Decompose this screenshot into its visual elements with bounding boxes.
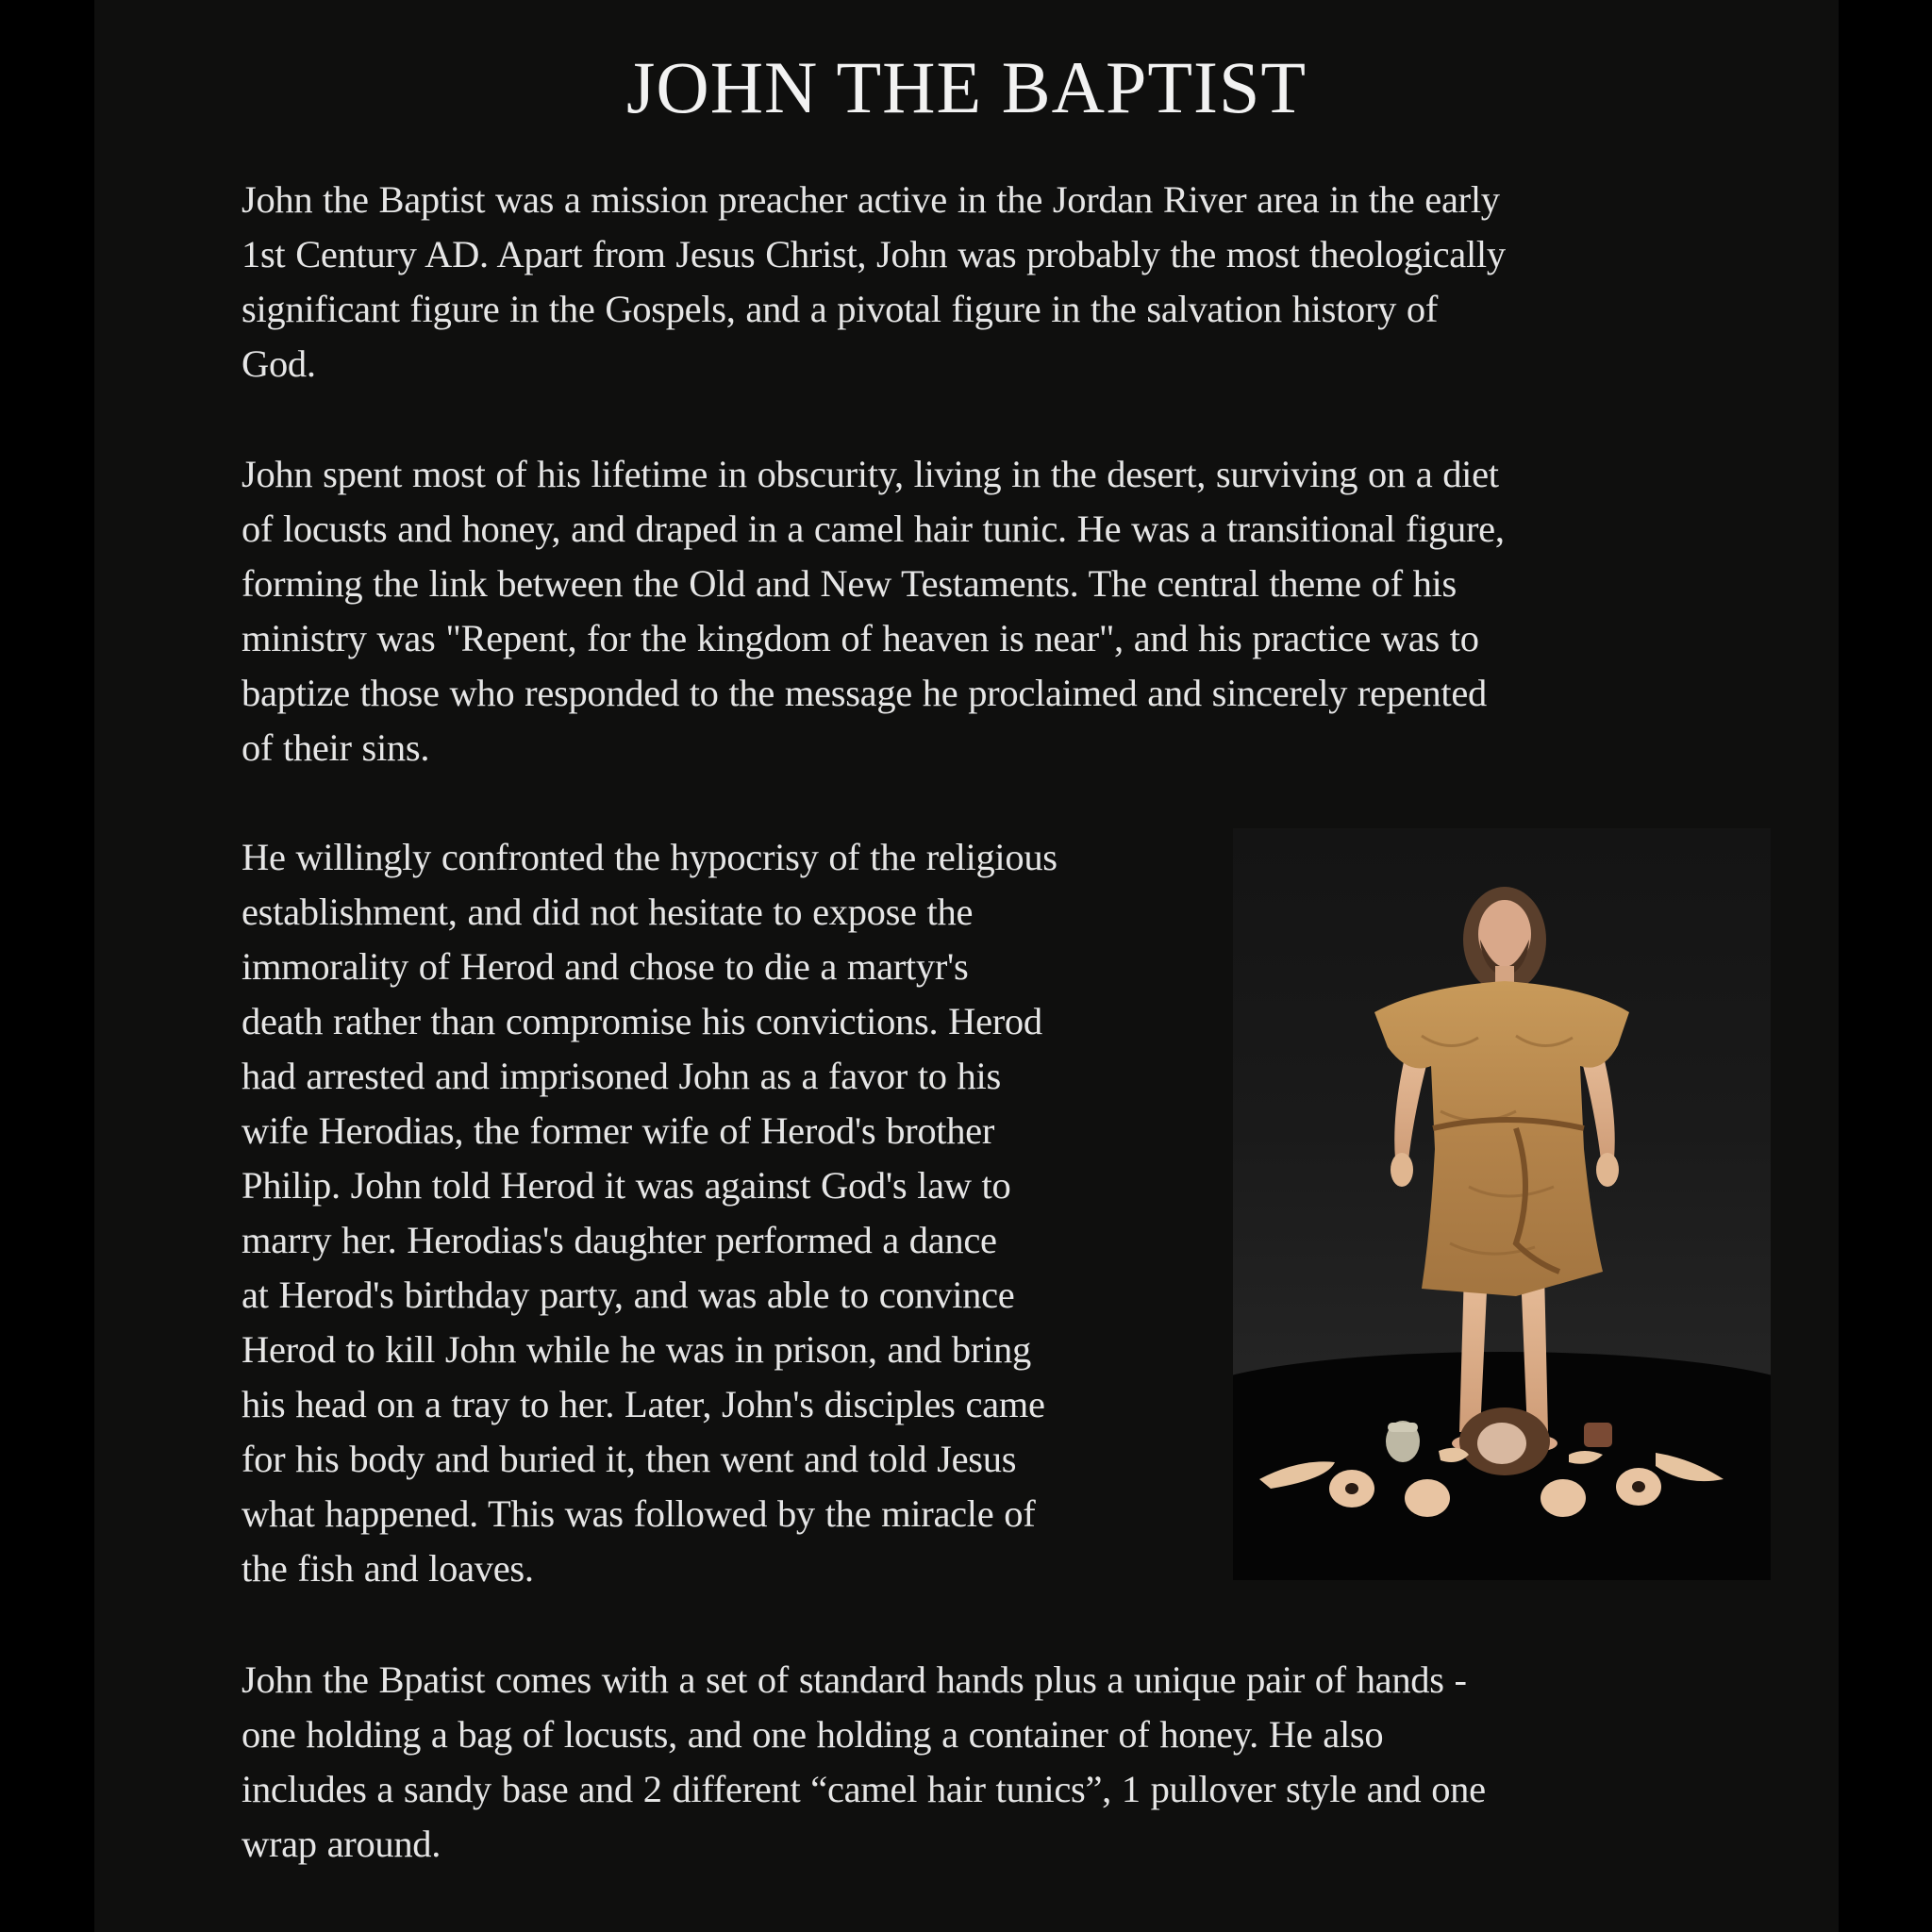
text-line: establishment, and did not hesitate to expose the bbox=[242, 891, 974, 933]
text-line: God. bbox=[242, 342, 316, 385]
text-line: Herod to kill John while he was in prison, and bring bbox=[242, 1328, 1031, 1371]
text-line: had arrested and imprisoned John as a favor to his bbox=[242, 1055, 1001, 1097]
text-line: wife Herodias, the former wife of Herod's brother bbox=[242, 1109, 995, 1152]
action-figure-photo bbox=[1233, 828, 1771, 1580]
text-line: wrap around. bbox=[242, 1823, 441, 1865]
text-line: includes a sandy base and 2 different “camel hair tunics”, 1 pullover style and one bbox=[242, 1768, 1486, 1810]
text-line: of locusts and honey, and draped in a camel hair tunic. He was a transitional figure, bbox=[242, 508, 1505, 550]
text-line: baptize those who responded to the message he proclaimed and sincerely repented bbox=[242, 672, 1487, 714]
text-line: John spent most of his lifetime in obscurity, living in the desert, surviving on a diet bbox=[242, 453, 1499, 495]
text-line: John the Bpatist comes with a set of standard hands plus a unique pair of hands - bbox=[242, 1658, 1467, 1701]
text-line: of their sins. bbox=[242, 726, 430, 769]
text-line: 1st Century AD. Apart from Jesus Christ, John was probably the most theologically bbox=[242, 233, 1506, 275]
lifetime-paragraph bbox=[242, 447, 1505, 775]
text-line: forming the link between the Old and New Testaments. The central theme of his bbox=[242, 562, 1457, 605]
text-line: Philip. John told Herod it was against God's law to bbox=[242, 1164, 1011, 1207]
text-line: the fish and loaves. bbox=[242, 1547, 534, 1590]
martyrdom-paragraph bbox=[242, 830, 1058, 1596]
text-line: significant figure in the Gospels, and a pivotal figure in the salvation history of bbox=[242, 288, 1439, 330]
text-line: his head on a tray to her. Later, John's disciples came bbox=[242, 1383, 1045, 1425]
text-line: ministry was "Repent, for the kingdom of heaven is near", and his practice was to bbox=[242, 617, 1479, 659]
page-title: JOHN THE BAPTIST bbox=[626, 46, 1307, 128]
text-line: He willingly confronted the hypocrisy of the religious bbox=[242, 836, 1058, 878]
content-panel bbox=[94, 0, 1839, 1932]
text-line: death rather than compromise his convictions. Herod bbox=[242, 1000, 1042, 1042]
accessories-paragraph bbox=[242, 1653, 1486, 1872]
text-line: marry her. Herodias's daughter performed a dance bbox=[242, 1219, 997, 1261]
text-line: at Herod's birthday party, and was able to convince bbox=[242, 1274, 1015, 1316]
text-line: immorality of Herod and chose to die a martyr's bbox=[242, 945, 969, 988]
action-figure-illustration bbox=[1233, 828, 1771, 1580]
text-line: John the Baptist was a mission preacher active in the Jordan River area in the early bbox=[242, 178, 1500, 221]
intro-paragraph bbox=[242, 173, 1506, 391]
text-line: one holding a bag of locusts, and one holding a container of honey. He also bbox=[242, 1713, 1384, 1756]
text-line: what happened. This was followed by the miracle of bbox=[242, 1492, 1036, 1535]
text-line: for his body and buried it, then went and told Jesus bbox=[242, 1438, 1017, 1480]
